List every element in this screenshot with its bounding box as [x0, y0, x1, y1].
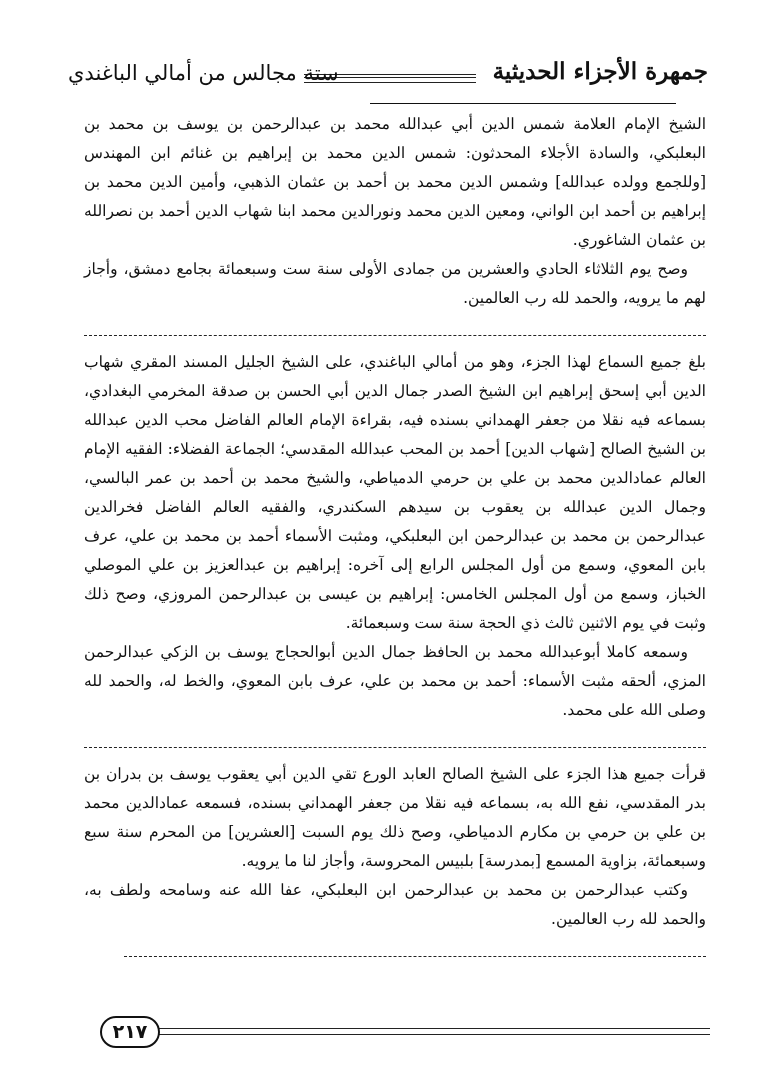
text-block-3 [84, 760, 706, 934]
footer-rule [148, 1028, 710, 1035]
text-block-2 [84, 348, 706, 725]
paragraph: الشيخ الإمام العلامة شمس الدين أبي عبدالله محمد بن عبدالرحمن بن يوسف بن محمد بن البعلبكي، والسادة الأجلاء المحدثون: شمس الدين محمد بن إبراهيم بن غنائم ابن المهندس [وللجمع وولده عبدالله] وشمس الدين محمد بن أحمد بن عثمان الذهبي، وأمين الدين محمد بن إبراهيم بن أحمد ابن الواني، ومعين الدين محمد ونورالدين محمد ابنا شهاب الدين أحمد بن نصرالله بن عثمان الشاغوري. [84, 115, 706, 249]
paragraph: وصح يوم الثلاثاء الحادي والعشرين من جمادى الأولى سنة ست وسبعمائة بجامع دمشق، وأجاز لهم ما يرويه، والحمد لله رب العالمين. [84, 260, 706, 307]
book-title: جمهرة الأجزاء الحديثية [492, 58, 708, 85]
running-header [68, 54, 708, 98]
paragraph: بلغ جميع السماع لهذا الجزء، وهو من أمالي الباغندي، على الشيخ الجليل المسند المقري شهاب الدين أبي إسحق إبراهيم ابن الشيخ الصدر جمال الدين أبي الحسن بن صدقة المخرمي البغدادي، بسماعه فيه نقلا من جعفر الهمداني بسنده فيه، بقراءة الإمام العالم الفاضل محب الدين عبدالله بن الشيخ الصالح [شهاب الدين] أحمد بن المحب عبدالله المقدسي؛ الجماعة الفضلاء: الفقيه الإمام العالم عمادالدين محمد بن علي بن حرمي الدمياطي، والشيخ محمد بن أحمد بن عمر البالسي، وجمال الدين عبدالله بن يعقوب بن سيدهم السكندري، والفقيه العالم الفاضل فخرالدين عبدالرحمن بن محمد بن عبدالرحمن ابن البعلبكي، ومثبت الأسماء أحمد بن محمد بن علي، عرف بابن المعوي، وسمع من أول المجلس الرابع إلى آخره: إبراهيم بن عبدالعزيز بن علي الموصلي الخباز، وسمع من أول المجلس الخامس: إبراهيم بن عيسى بن عبدالرحمن المروزي، وصح ذلك وثبت في يوم الاثنين ثالث ذي الحجة سنة ست وسبعمائة. [84, 353, 706, 632]
section-title: ستة مجالس من أمالي الباغندي [68, 61, 339, 85]
page-body [84, 110, 706, 969]
paragraph: وكتب عبدالرحمن بن محمد بن عبدالرحمن ابن البعلبكي، عفا الله عنه وسامحه ولطف به، والحمد لله رب العالمين. [84, 881, 706, 928]
dashed-separator [84, 733, 706, 748]
dashed-separator [124, 942, 706, 957]
text-block-1 [84, 110, 706, 313]
dashed-separator [84, 321, 706, 336]
paragraph: قرأت جميع هذا الجزء على الشيخ الصالح العابد الورع تقي الدين أبي يعقوب يوسف بن بدران بن بدر المقدسي، نفع الله به، بسماعه فيه نقلا من جعفر الهمداني بسنده، فسمعه عمادالدين محمد بن علي بن حرمي بن مكارم الدمياطي، وصح ذلك يوم السبت [العشرين] من المحرم سنة سبع وسبعمائة، بزاوية المسمع [بمدرسة] بلبيس المحروسة، وأجاز لنا ما يرويه. [84, 765, 706, 870]
page-number: ٢١٧ [100, 1016, 160, 1048]
paragraph: وسمعه كاملا أبوعبدالله محمد بن الحافظ جمال الدين أبوالحجاج يوسف بن الزكي عبدالرحمن المزي، ألحقه مثبت الأسماء: أحمد بن محمد بن علي، عرف بابن المعوي، والخط له، والحمد لله وصلى الله على محمد. [84, 643, 706, 719]
page-footer [70, 1018, 710, 1044]
header-underline [370, 103, 676, 104]
